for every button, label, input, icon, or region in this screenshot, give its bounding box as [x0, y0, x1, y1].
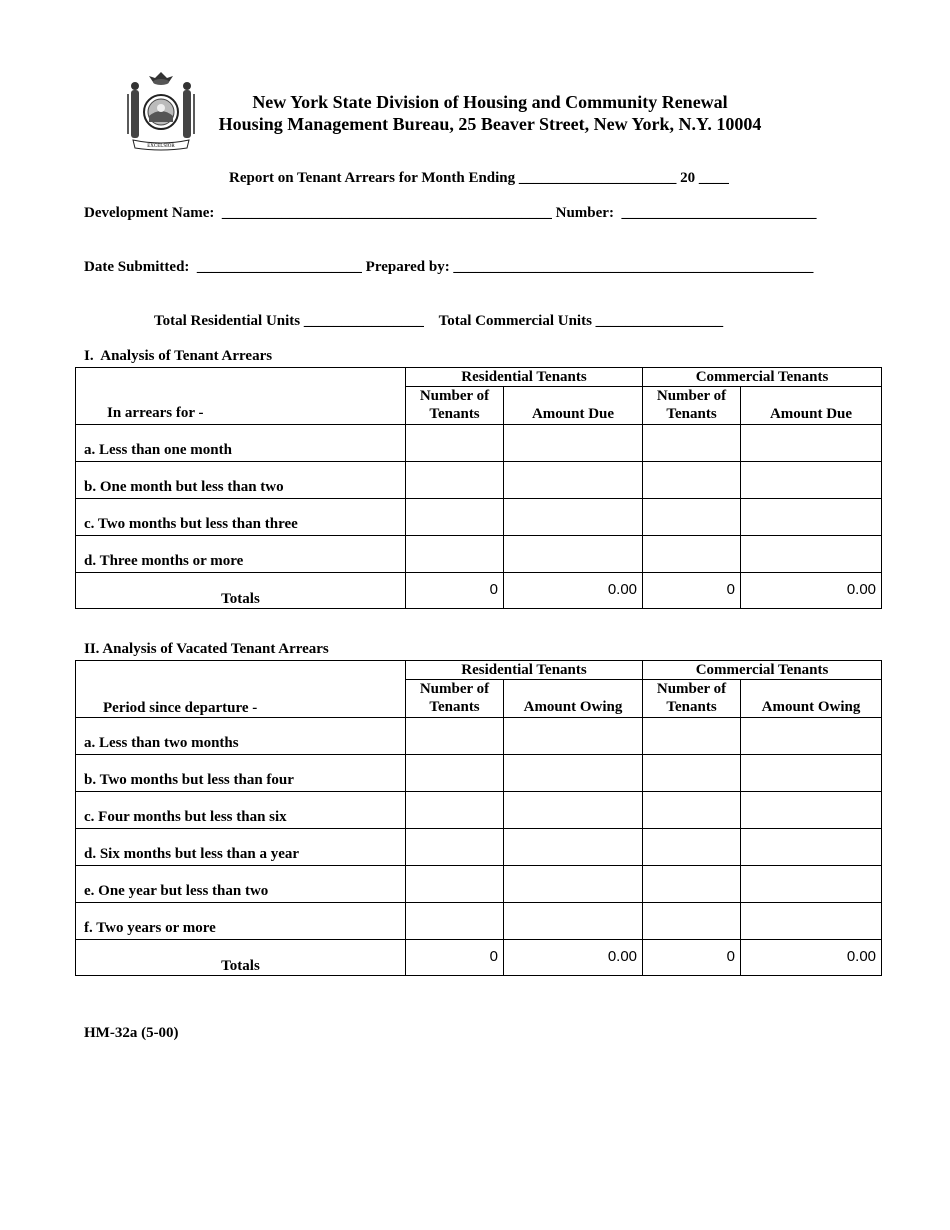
form-id: HM-32a (5-00): [84, 1025, 179, 1041]
res-amount-cell[interactable]: [504, 718, 643, 755]
row-label: b. One month but less than two: [76, 462, 406, 499]
totals-row: [76, 940, 882, 976]
res-number-cell[interactable]: [406, 462, 504, 499]
totals-label: Totals: [76, 573, 406, 609]
residential-group-header: Residential Tenants: [406, 661, 643, 680]
total-units-line: Total Residential Units ________________ Total Commercial Units _________________: [154, 313, 724, 329]
table-row: [76, 718, 882, 755]
res-amount-cell[interactable]: [504, 866, 643, 903]
com-number-header: Number of Tenants: [643, 387, 741, 425]
res-amount-cell[interactable]: [504, 499, 643, 536]
res-amount-cell[interactable]: [504, 536, 643, 573]
seal-motto: EXCELSIOR: [147, 144, 175, 149]
res-number-cell[interactable]: [406, 425, 504, 462]
table-row: [76, 536, 882, 573]
com-number-cell[interactable]: [643, 462, 741, 499]
res-number-cell[interactable]: [406, 718, 504, 755]
com-number-header: Number of Tenants: [643, 680, 741, 718]
com-amount-total[interactable]: 0.00: [741, 940, 882, 976]
res-amount-header: Amount Due: [504, 387, 643, 425]
res-amount-cell[interactable]: [504, 462, 643, 499]
res-number-cell[interactable]: [406, 792, 504, 829]
com-number-cell[interactable]: [643, 718, 741, 755]
table-row: [76, 425, 882, 462]
table-row: [76, 903, 882, 940]
com-amount-cell[interactable]: [741, 755, 882, 792]
com-amount-cell[interactable]: [741, 425, 882, 462]
com-number-cell[interactable]: [643, 903, 741, 940]
residential-group-header: Residential Tenants: [406, 368, 643, 387]
res-amount-total[interactable]: 0.00: [504, 573, 643, 609]
com-number-cell[interactable]: [643, 866, 741, 903]
report-month-line: Report on Tenant Arrears for Month Ending _____________________ 20 ____: [229, 170, 729, 186]
table-row: [76, 829, 882, 866]
com-amount-header: Amount Owing: [741, 680, 882, 718]
com-number-total[interactable]: 0: [643, 573, 741, 609]
row-label: c. Two months but less than three: [76, 499, 406, 536]
com-amount-cell[interactable]: [741, 718, 882, 755]
row-label: c. Four months but less than six: [76, 792, 406, 829]
res-amount-cell[interactable]: [504, 829, 643, 866]
res-number-cell[interactable]: [406, 866, 504, 903]
row-label: f. Two years or more: [76, 903, 406, 940]
table-row: [76, 755, 882, 792]
header-label: In arrears for -: [76, 368, 406, 425]
com-amount-cell[interactable]: [741, 866, 882, 903]
com-amount-header: Amount Due: [741, 387, 882, 425]
table-row: [76, 462, 882, 499]
header-label: Period since departure -: [76, 661, 406, 718]
res-number-cell[interactable]: [406, 536, 504, 573]
table-row: [76, 792, 882, 829]
totals-label: Totals: [76, 940, 406, 976]
com-amount-cell[interactable]: [741, 499, 882, 536]
res-amount-cell[interactable]: [504, 792, 643, 829]
com-number-cell[interactable]: [643, 536, 741, 573]
row-label: a. Less than two months: [76, 718, 406, 755]
section1-title: I. Analysis of Tenant Arrears: [84, 348, 273, 364]
res-number-cell[interactable]: [406, 829, 504, 866]
commercial-group-header: Commercial Tenants: [643, 661, 882, 680]
res-amount-cell[interactable]: [504, 903, 643, 940]
tenant-arrears-table: [75, 367, 882, 609]
com-amount-total[interactable]: 0.00: [741, 573, 882, 609]
ny-state-seal-icon: [125, 70, 197, 152]
agency-title: New York State Division of Housing and Community Renewal: [252, 92, 728, 112]
development-line: Development Name: ____________________________________________ Number: __________________________: [84, 205, 817, 221]
com-number-cell[interactable]: [643, 829, 741, 866]
totals-row: [76, 573, 882, 609]
res-number-header: Number of Tenants: [406, 680, 504, 718]
section2-title: II. Analysis of Vacated Tenant Arrears: [84, 641, 329, 657]
com-amount-cell[interactable]: [741, 829, 882, 866]
table-row: [76, 866, 882, 903]
com-number-cell[interactable]: [643, 499, 741, 536]
res-amount-cell[interactable]: [504, 425, 643, 462]
com-amount-cell[interactable]: [741, 792, 882, 829]
row-label: d. Three months or more: [76, 536, 406, 573]
res-number-cell[interactable]: [406, 755, 504, 792]
res-number-total[interactable]: 0: [406, 940, 504, 976]
com-amount-cell[interactable]: [741, 903, 882, 940]
bureau-address: Housing Management Bureau, 25 Beaver Street, New York, N.Y. 10004: [218, 114, 762, 134]
res-number-cell[interactable]: [406, 499, 504, 536]
res-amount-total[interactable]: 0.00: [504, 940, 643, 976]
row-label: a. Less than one month: [76, 425, 406, 462]
row-label: e. One year but less than two: [76, 866, 406, 903]
com-number-cell[interactable]: [643, 755, 741, 792]
com-number-cell[interactable]: [643, 425, 741, 462]
res-number-cell[interactable]: [406, 903, 504, 940]
com-amount-cell[interactable]: [741, 462, 882, 499]
com-amount-cell[interactable]: [741, 536, 882, 573]
com-number-total[interactable]: 0: [643, 940, 741, 976]
com-number-cell[interactable]: [643, 792, 741, 829]
table-row: [76, 499, 882, 536]
res-amount-header: Amount Owing: [504, 680, 643, 718]
res-number-header: Number of Tenants: [406, 387, 504, 425]
commercial-group-header: Commercial Tenants: [643, 368, 882, 387]
res-amount-cell[interactable]: [504, 755, 643, 792]
res-number-total[interactable]: 0: [406, 573, 504, 609]
vacated-arrears-table: [75, 660, 882, 976]
row-label: b. Two months but less than four: [76, 755, 406, 792]
date-submitted-line: Date Submitted: ______________________ Prepared by: ________________________________________________: [84, 259, 814, 275]
row-label: d. Six months but less than a year: [76, 829, 406, 866]
